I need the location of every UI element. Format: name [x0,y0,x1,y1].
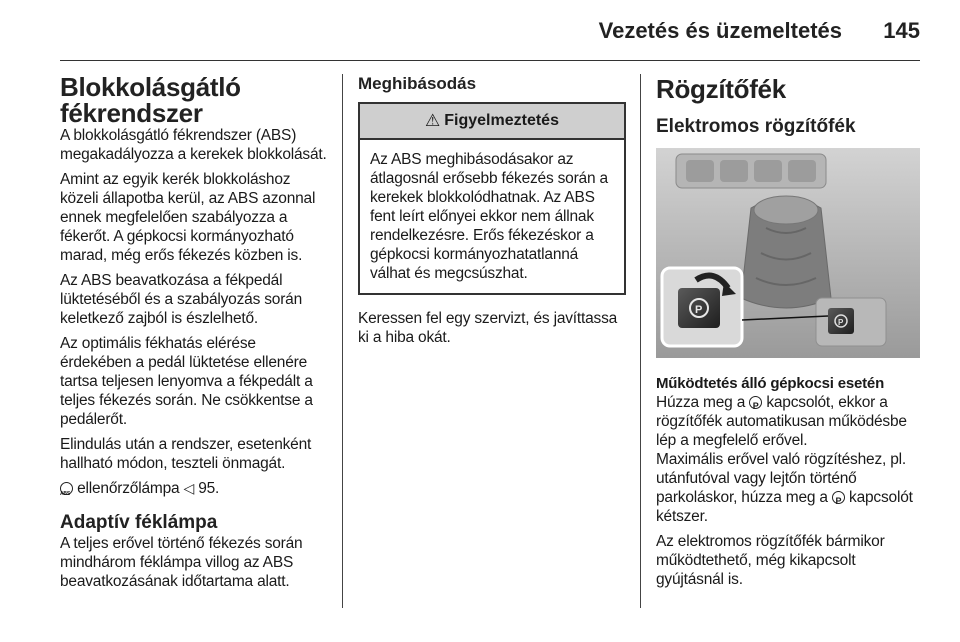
paragraph: Az ABS beavatkozása a fékpedál lüktetéséből és a szabályozás során keletkező zajból is észlelhető. [60,272,303,327]
heading-line: Blokkolásgátló [60,72,241,102]
parking-brake-switch-icon [749,396,762,409]
text-segment: kapcsolót, ekkor a rögzítőfék automatikusan működésbe lép a megfelelő erővel. [656,394,907,449]
page-header [0,0,960,62]
section-heading-fault: Meghibásodás [358,74,477,93]
warning-text: Az ABS meghibásodásakor az átlagosnál erősebb fékezés során a kerekek blokkolódhatnak. Az ABS fent leírt előnyei ekkor nem állnak rendelkezésre. Erős fékezéskor a gépkocsi kormányozhatatlanná válhat és megcsúszhat. [370,151,608,282]
text-segment: kapcsolót kétszer. [656,489,913,525]
warning-box [358,102,626,295]
text-segment: Maximális erővel való rögzítéshez, pl. utánfutóval vagy lejtőn történő parkoláskor, húzza meg a [656,451,906,506]
column-fault [358,74,626,347]
warning-body [360,140,624,293]
paragraph: A blokkolásgátló fékrendszer (ABS) megakadályozza a kerekek blokkolását. [60,127,327,163]
warning-triangle-icon: ⚠ [425,111,441,130]
parking-brake-switch-icon [832,491,845,504]
column-parking-brake [656,74,924,589]
paragraph: Az optimális fékhatás elérése érdekében a pedál lüktetése ellenére tartsa teljesen lenyomva a fékpedált a teljes fékezés során. Ne csökkentse a pedálerőt. [60,335,313,428]
paragraph: Amint az egyik kerék blokkoláshoz közeli állapotba kerül, az ABS azonnal ennek megfelelően szabályozza a fékerőt. A gépkocsi kormányozható marad, még erős fékezés közben is. [60,171,316,264]
subheading-electric-parking-brake: Elektromos rögzítőfék [656,116,856,137]
console-illustration [656,148,920,358]
paragraph [656,393,924,450]
page-reference-number[interactable]: 95. [194,480,220,497]
heading-line: fékrendszer [60,98,203,128]
page-number: 145 [883,18,920,43]
header-rule [60,60,920,61]
paragraph [656,450,924,526]
paragraph: Elindulás után a rendszer, esetenként hallható módon, teszteli önmagát. [60,436,312,472]
paragraph: Az elektromos rögzítőfék bármikor működtethető, még kikapcsolt gyújtásnál is. [656,533,885,588]
text-segment: Húzza meg a [656,394,750,411]
warning-title: Figyelmeztetés [444,112,559,129]
abs-warning-icon [60,482,73,495]
section-heading-abs [60,74,328,126]
operation-label: Működtetés álló gépkocsi esetén [656,375,885,392]
header-title: Vezetés és üzemeltetés [598,18,842,43]
section-heading-parking-brake: Rögzítőfék [656,74,786,104]
section-heading-adaptive-brake-light: Adaptív féklámpa [60,512,218,533]
svg-text:P: P [838,318,844,327]
column-abs [60,74,328,591]
column-divider [342,74,343,608]
warning-header [360,104,624,140]
svg-text:P: P [695,304,703,316]
column-divider [640,74,641,608]
parking-brake-switch-photo [656,148,920,358]
abs-warning-light-reference [60,479,328,498]
reference-text: ellenőrzőlámpa [73,480,184,497]
paragraph: A teljes erővel történő fékezés során mindhárom féklámpa villog az ABS beavatkozásának időtartama alatt. [60,535,303,590]
paragraph: Keressen fel egy szervizt, és javíttassa ki a hiba okát. [358,310,618,346]
page-reference-arrow-icon: ◁ [183,480,195,496]
